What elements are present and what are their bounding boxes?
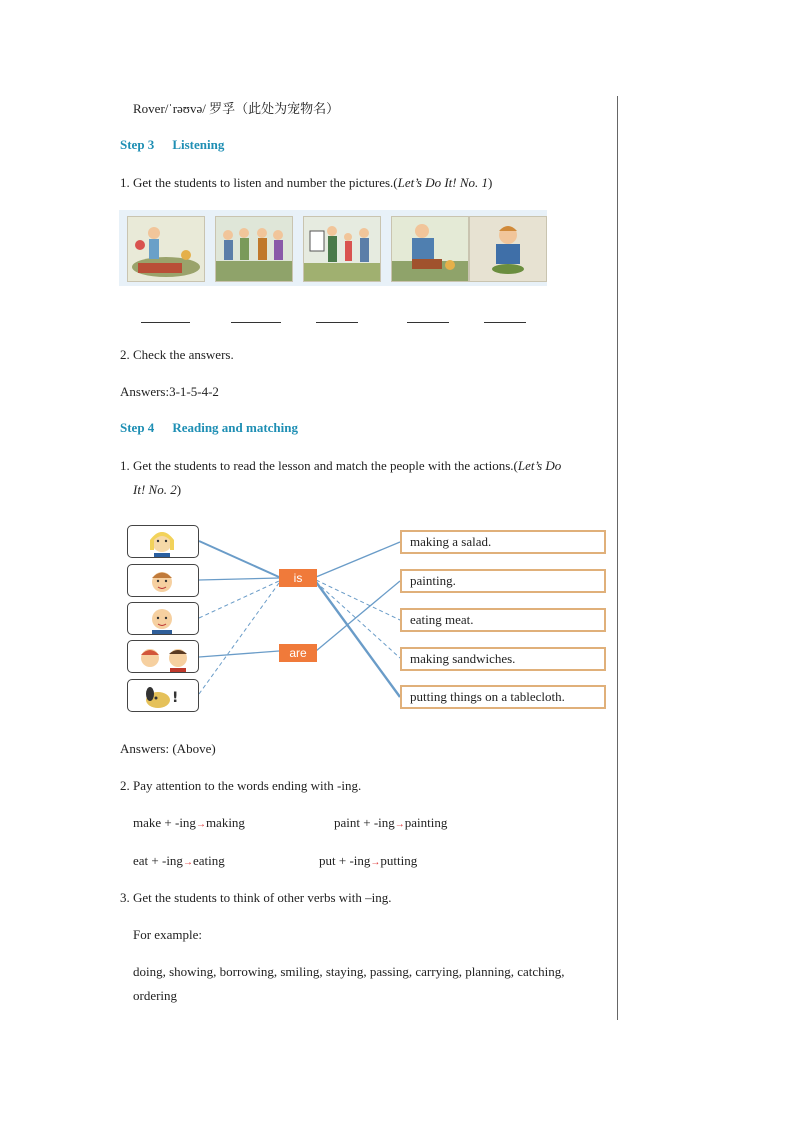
person-card-1 xyxy=(127,525,199,558)
boy-face-icon xyxy=(128,565,199,597)
instruction-close: ) xyxy=(488,175,493,190)
person-card-2 xyxy=(127,564,199,597)
solid-line-face4-are xyxy=(199,651,279,657)
ing-result: painting xyxy=(404,815,448,830)
svg-text:!: ! xyxy=(172,690,179,706)
person-card-3 xyxy=(127,602,199,635)
person-card-4 xyxy=(127,640,199,673)
arrow-icon: → xyxy=(182,857,193,868)
examples-line-1: doing, showing, borrowing, smiling, staying, passing, carrying, planning, catching, xyxy=(133,964,565,979)
step3-label: Step 3 xyxy=(120,137,155,152)
person-card-5 xyxy=(127,679,199,712)
dog-face-icon xyxy=(128,680,199,712)
ing-rule-4 xyxy=(319,852,417,872)
dashed-line-face3-is xyxy=(199,581,279,618)
solid-line-is-tablecloth xyxy=(316,582,400,697)
two-kids-face-icon xyxy=(128,641,199,673)
ing-base: eat + -ing xyxy=(133,853,183,868)
step4-instruction-2: 2. Pay attention to the words ending with -ing. xyxy=(120,778,362,793)
step4-title: Reading and matching xyxy=(172,420,299,435)
ing-result: putting xyxy=(380,853,418,868)
action-box-3: eating meat. xyxy=(400,608,606,632)
action-box-4: making sandwiches. xyxy=(400,647,606,671)
for-example-label: For example: xyxy=(133,927,202,942)
ing-base: make + -ing xyxy=(133,815,196,830)
dashed-line-is-sandwiches xyxy=(316,582,400,658)
action-box-5: putting things on a tablecloth. xyxy=(400,685,606,709)
ing-rule-3 xyxy=(133,852,225,872)
girl-face-icon xyxy=(128,526,199,558)
arrow-icon: → xyxy=(195,819,206,830)
verb-tag-are: are xyxy=(279,644,317,662)
ing-result: eating xyxy=(192,853,225,868)
ing-rule-2 xyxy=(334,814,447,834)
instruction-reference: Let’s Do xyxy=(517,458,562,473)
step4-label: Step 4 xyxy=(120,420,155,435)
ing-rule-1 xyxy=(133,814,245,834)
bald-man-face-icon xyxy=(128,603,199,635)
arrow-icon: → xyxy=(394,819,405,830)
action-box-1: making a salad. xyxy=(400,530,606,554)
solid-line-is-salad xyxy=(316,542,400,577)
step3-instruction-2: 2. Check the answers. xyxy=(120,347,234,362)
ing-base: paint + -ing xyxy=(334,815,395,830)
instruction-text: 1. Get the students to listen and number the pictures.( xyxy=(120,175,398,190)
instruction-reference: Let’s Do It! No. 1 xyxy=(397,175,489,190)
solid-line-face2-is xyxy=(199,578,279,580)
verb-tag-is: is xyxy=(279,569,317,587)
arrow-icon: → xyxy=(370,857,381,868)
solid-line-face1-is xyxy=(199,541,279,577)
rover-note: Rover/ˈrəʊvə/ 罗孚（此处为宠物名） xyxy=(133,101,340,116)
examples-line-2: ordering xyxy=(133,988,178,1003)
step3-title: Listening xyxy=(172,137,225,152)
instruction-close: ) xyxy=(176,482,182,497)
step4-instruction-3: 3. Get the students to think of other verbs with –ing. xyxy=(120,890,392,905)
step3-answers: Answers:3-1-5-4-2 xyxy=(120,384,219,399)
ing-base: put + -ing xyxy=(319,853,371,868)
instruction-text: 1. Get the students to read the lesson and match the people with the actions.( xyxy=(120,458,518,473)
instruction-reference-cont: It! No. 2 xyxy=(133,482,177,497)
answers-above: Answers: (Above) xyxy=(120,741,216,756)
ing-result: making xyxy=(205,815,245,830)
action-box-2: painting. xyxy=(400,569,606,593)
